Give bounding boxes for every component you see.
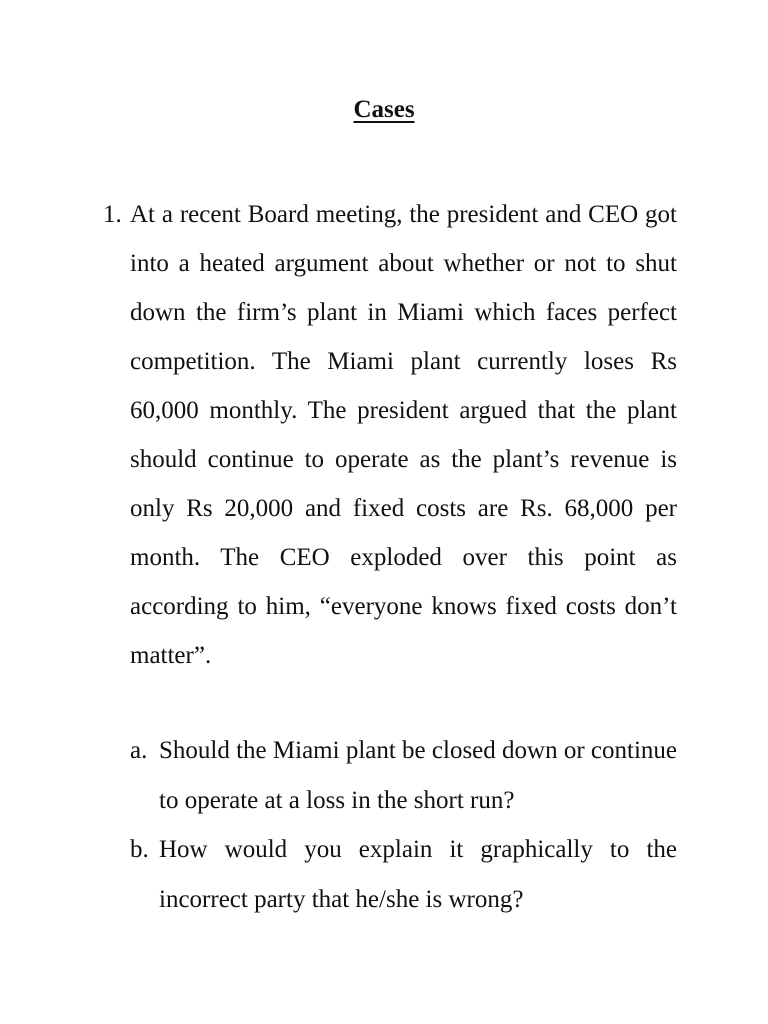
page-title: Cases [353,96,415,123]
question-text: How would you explain it graphically to the incorrect party that he/she is wrong? [159,836,677,913]
question-text: Should the Miami plant be closed down or continue to operate at a loss in the short run? [159,737,677,814]
case-item [103,190,677,680]
question-label: b. [130,836,149,863]
question-label: a. [130,737,148,764]
question-item-b [130,825,677,925]
case-text: At a recent Board meeting, the president and CEO got into a heated argument about whether or not to shut down the firm’s plant in Miami which faces perfect competition. The Miami plant currently loses Rs 60,000 monthly. The president argued that the plant should continue to operate as the plant’s revenue is only Rs 20,000 and fixed costs are Rs. 68,000 per month. The CEO exploded over this point as according to him, “everyone knows fixed costs don’t matter”. [130,201,677,669]
question-item-a [130,726,677,826]
case-number: 1. [103,201,122,228]
